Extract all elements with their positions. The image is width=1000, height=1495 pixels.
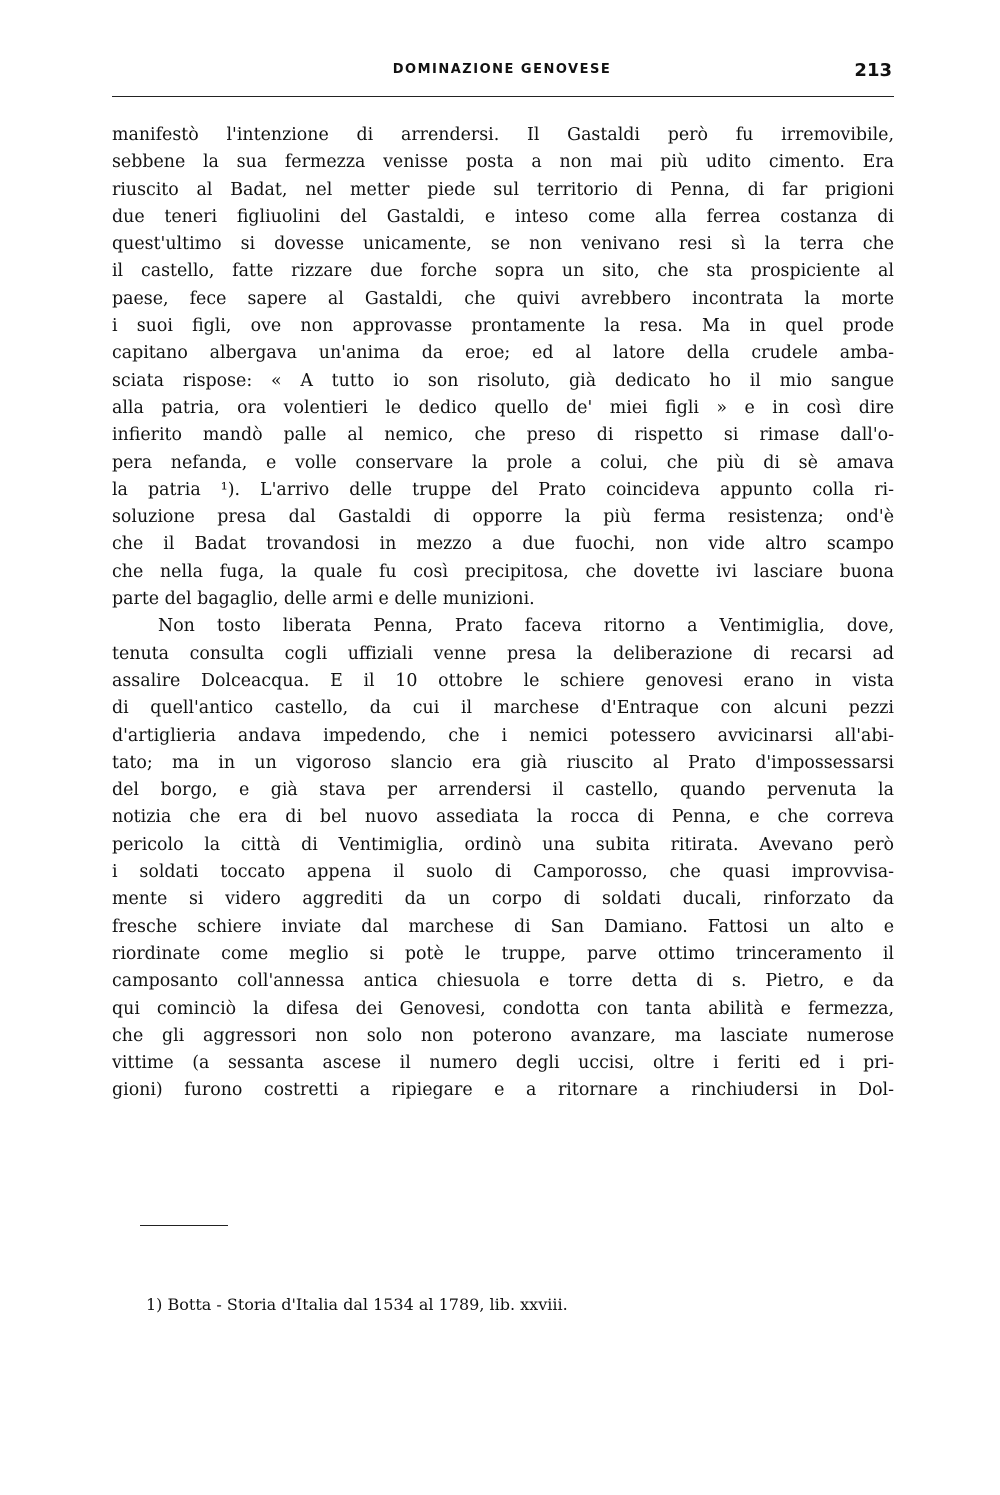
page-number: 213	[854, 60, 892, 81]
text-line: pericolo la città di Ventimiglia, ordinò una subita ritirata. Avevano però	[112, 834, 894, 855]
text-line: mente si videro aggrediti da un corpo di soldati ducali, rinforzato da	[112, 889, 894, 910]
text-line: pera nefanda, e volle conservare la prole a colui, che più di sè amava	[112, 452, 894, 473]
paragraph-end-line: parte del bagaglio, delle armi e delle munizioni.	[112, 589, 535, 610]
text-line: paese, fece sapere al Gastaldi, che quivi avrebbero incontrata la morte	[112, 288, 894, 309]
text-line: sciata rispose: « A tutto io son risoluto, già dedicato ho il mio sangue	[112, 370, 894, 391]
footnote-rule	[140, 1225, 228, 1226]
text-line: assalire Dolceacqua. E il 10 ottobre le schiere genovesi erano in vista	[112, 670, 894, 691]
text-line: soluzione presa dal Gastaldi di opporre la più ferma resistenza; ond'è	[112, 507, 894, 528]
text-line: fresche schiere inviate dal marchese di San Damiano. Fattosi un alto e	[112, 916, 894, 937]
text-line: che nella fuga, la quale fu così precipitosa, che dovette ivi lasciare buona	[112, 561, 894, 582]
text-line: qui cominciò la difesa dei Genovesi, condotta con tanta abilità e fermezza,	[112, 998, 894, 1019]
text-line: che il Badat trovandosi in mezzo a due fuochi, non vide altro scampo	[112, 534, 894, 555]
text-line: notizia che era di bel nuovo assediata la rocca di Penna, e che correva	[112, 807, 894, 828]
running-title: DOMINAZIONE GENOVESE	[392, 62, 612, 77]
text-line: il castello, fatte rizzare due forche sopra un sito, che sta prospiciente al	[112, 261, 894, 282]
text-line: alla patria, ora volentieri le dedico quello de' miei figli » e in così dire	[112, 397, 894, 418]
text-line: riuscito al Badat, nel metter piede sul territorio di Penna, di far prigioni	[112, 179, 894, 200]
text-line: i soldati toccato appena il suolo di Camporosso, che quasi improvvisa-	[112, 862, 894, 883]
text-line: la patria ¹). L'arrivo delle truppe del Prato coincideva appunto colla ri-	[112, 479, 894, 500]
text-line: d'artiglieria andava impedendo, che i nemici potessero avvicinarsi all'abi-	[112, 725, 894, 746]
text-line: sebbene la sua fermezza venisse posta a non mai più udito cimento. Era	[112, 152, 894, 173]
text-line: gioni) furono costretti a ripiegare e a ritornare a rinchiudersi in Dol-	[112, 1080, 894, 1101]
text-line: due teneri figliuolini del Gastaldi, e inteso come alla ferrea costanza di	[112, 206, 894, 227]
text-line: riordinate come meglio si potè le truppe, parve ottimo trinceramento il	[112, 943, 894, 964]
running-head	[112, 62, 892, 90]
header-rule	[112, 96, 894, 97]
body-text	[112, 122, 894, 1105]
footnote: 1) Botta - Storia d'Italia dal 1534 al 1789, lib. xxviii.	[146, 1295, 568, 1314]
text-line: di quell'antico castello, da cui il marchese d'Entraque con alcuni pezzi	[112, 698, 894, 719]
text-line: vittime (a sessanta ascese il numero degli uccisi, oltre i feriti ed i pri-	[112, 1053, 894, 1074]
paragraph-start-line: Non tosto liberata Penna, Prato faceva ritorno a Ventimiglia, dove,	[158, 616, 894, 637]
text-line: capitano albergava un'anima da eroe; ed al latore della crudele amba-	[112, 343, 894, 364]
text-line: i suoi figli, ove non approvasse prontamente la resa. Ma in quel prode	[112, 316, 894, 337]
text-line: manifestò l'intenzione di arrendersi. Il Gastaldi però fu irremovibile,	[112, 125, 894, 145]
text-line: quest'ultimo si dovesse unicamente, se non venivano resi sì la terra che	[112, 234, 894, 255]
text-line: che gli aggressori non solo non poterono avanzare, ma lasciate numerose	[112, 1025, 894, 1046]
text-line: del borgo, e già stava per arrendersi il castello, quando pervenuta la	[112, 780, 894, 801]
text-line: infierito mandò palle al nemico, che preso di rispetto si rimase dall'o-	[112, 425, 894, 446]
text-line: tenuta consulta cogli uffiziali venne presa la deliberazione di recarsi ad	[112, 643, 894, 664]
text-line: camposanto coll'annessa antica chiesuola e torre detta di s. Pietro, e da	[112, 971, 894, 992]
text-line: tato; ma in un vigoroso slancio era già riuscito al Prato d'impossessarsi	[112, 752, 894, 773]
